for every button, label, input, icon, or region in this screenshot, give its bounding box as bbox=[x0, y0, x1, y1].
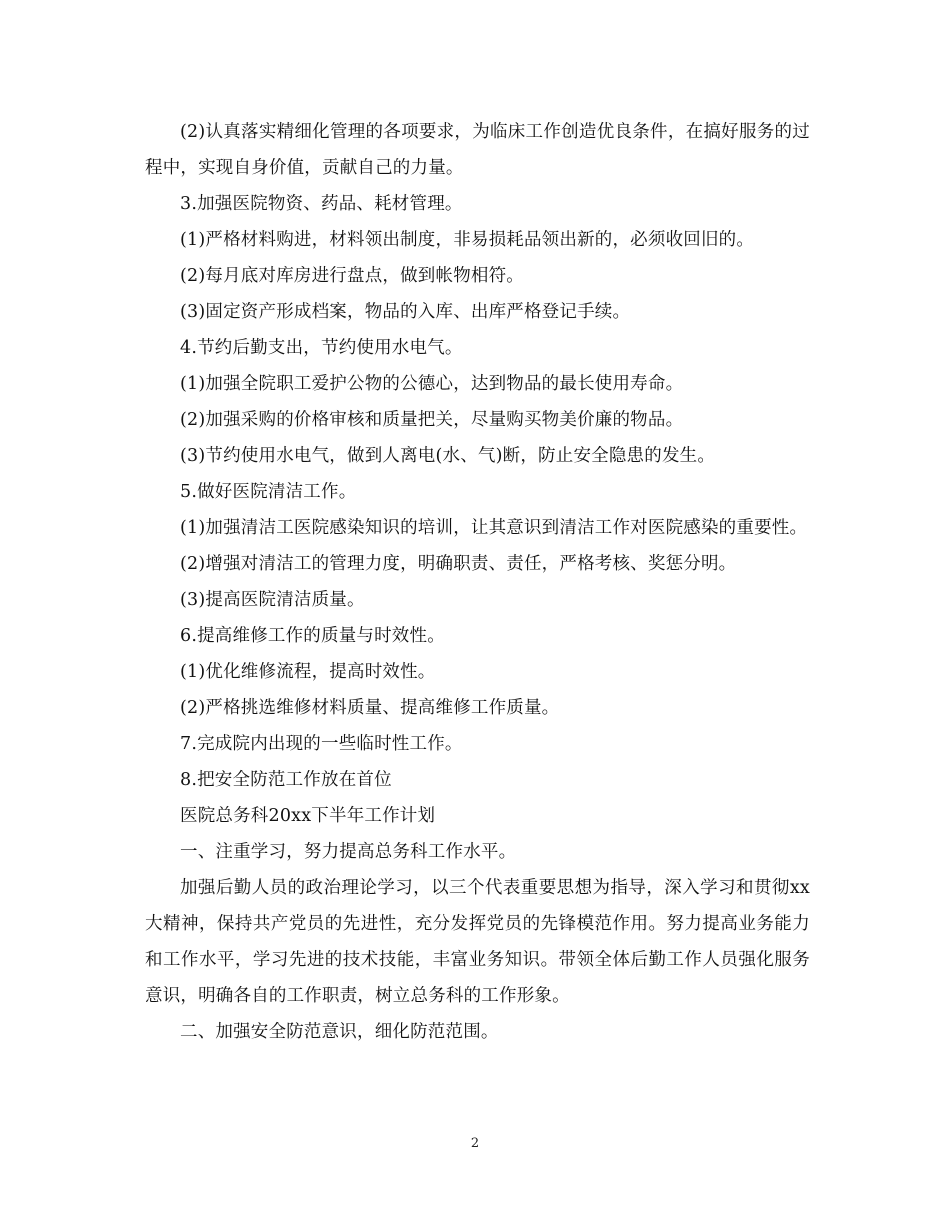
paragraph: (2)每月底对库房进行盘点，做到帐物相符。 bbox=[180, 266, 524, 286]
paragraph: 加强后勤人员的政治理论学习，以三个代表重要思想为指导，深入学习和贯彻xx大精神，保持共产党员的先进性，充分发挥党员的先锋模范作用。努力提高业务能力和工作水平，学习先进的技术技能，丰富业务知识。带领全体后勤工作人员强化服务意识，明确各自的工作职责，树立总务科的工作形象。 bbox=[145, 878, 810, 1006]
paragraph: (2)加强采购的价格审核和质量把关，尽量购买物美价廉的物品。 bbox=[180, 410, 684, 430]
section-heading: 一、注重学习，努力提高总务科工作水平。 bbox=[180, 842, 517, 862]
section-heading: 二、加强安全防范意识，细化防范范围。 bbox=[180, 1022, 499, 1042]
page-number: 2 bbox=[470, 1136, 480, 1151]
paragraph: (1)优化维修流程，提高时效性。 bbox=[180, 662, 436, 682]
section-heading: 4.节约后勤支出，节约使用水电气。 bbox=[180, 338, 463, 358]
section-heading: 3.加强医院物资、药品、耗材管理。 bbox=[180, 194, 463, 214]
paragraph: (1)加强全院职工爱护公物的公德心，达到物品的最长使用寿命。 bbox=[180, 374, 684, 394]
paragraph: (3)节约使用水电气，做到人离电(水、气)断，防止安全隐患的发生。 bbox=[180, 446, 716, 466]
document-body bbox=[145, 114, 810, 1050]
section-heading: 5.做好医院清洁工作。 bbox=[180, 482, 357, 502]
paragraph: (2)增强对清洁工的管理力度，明确职责、责任，严格考核、奖惩分明。 bbox=[180, 554, 737, 574]
section-heading: 6.提高维修工作的质量与时效性。 bbox=[180, 626, 445, 646]
paragraph: (3)提高医院清洁质量。 bbox=[180, 590, 365, 610]
document-subtitle: 医院总务科20xx下半年工作计划 bbox=[180, 806, 436, 826]
paragraph: (2)严格挑选维修材料质量、提高维修工作质量。 bbox=[180, 698, 560, 718]
paragraph: (2)认真落实精细化管理的各项要求，为临床工作创造优良条件，在搞好服务的过程中，实现自身价值，贡献自己的力量。 bbox=[145, 122, 810, 178]
section-heading: 8.把安全防范工作放在首位 bbox=[180, 770, 392, 790]
paragraph: (1)严格材料购进，材料领出制度，非易损耗品领出新的，必须收回旧的。 bbox=[180, 230, 755, 250]
paragraph: (3)固定资产形成档案，物品的入库、出库严格登记手续。 bbox=[180, 302, 631, 322]
paragraph: (1)加强清洁工医院感染知识的培训，让其意识到清洁工作对医院感染的重要性。 bbox=[180, 518, 808, 538]
section-heading: 7.完成院内出现的一些临时性工作。 bbox=[180, 734, 463, 754]
